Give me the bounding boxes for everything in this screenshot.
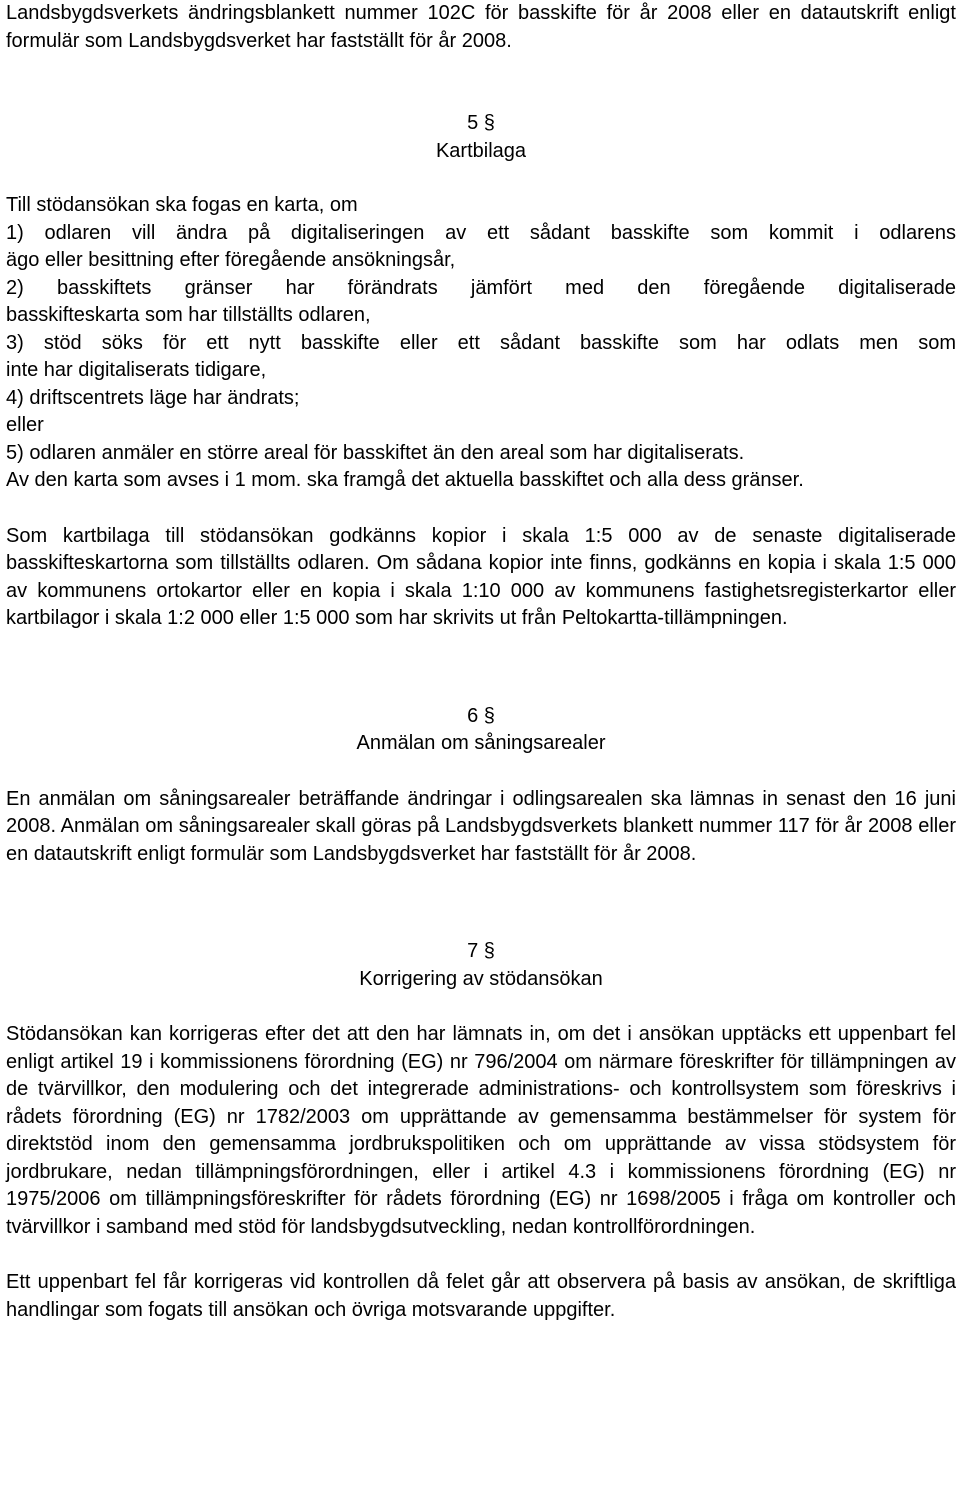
list-line: 3) stöd söks för ett nytt basskifte eller ett sådant basskifte som har odlats men som [6,331,956,354]
intro-paragraph: Landsbygdsverkets ändringsblankett nummer 102C för basskifte för år 2008 eller en datautskrift enligt formulär som Landsbygdsverket har fastställt för år 2008. [6,2,956,52]
list-line: 2) basskiftets gränser har förändrats jämfört med den föregående digitaliserade [6,276,956,299]
section-6-paragraph: En anmälan om såningsarealer beträffande ändringar i odlingsarealen ska lämnas in senast den 16 juni 2008. Anmälan om såningsarealer skall göras på Landsbygdsverkets blankett nummer 117 för år 2008 eller en datautskrift enligt formulär som Landsbygdsverket har fastställt för år 2008. [6,787,956,865]
section-title: Kartbilaga [435,139,527,162]
section-number [6,703,956,731]
section-5-lead: Till stödansökan ska fogas en karta, om [6,194,358,216]
section-number-value: 7 [467,940,479,962]
section-7-paragraph-1: Stödansökan kan korrigeras efter det att den har lämnats in, om det i ansökan upptäcks ett uppenbart fel enligt artikel 19 i kommissionens förordning (EG) nr 796/2004 om närmare föreskrifter för tillämpningen av de tvärvillkor, den modulering och det integrerade administrations- och kontrollsystem som föreskrivs i rådets förordning (EG) nr 1782/2003 om upprättande av gemensamma bestämmelser för system för direktstöd inom den gemensamma jordbrukspolitiken och om upprättande av vissa stödsystem för jordbrukare, nedan tillämpningsförordningen, eller i artikel 4.3 i kommissionens förordning (EG) nr 1975/2006 om tillämpningsföreskrifter för rådets förordning (EG) nr 1698/2005 i fråga om kontroller och tvärvillkor i samband med stöd för landsbygdsutveckling, nedan kontrollförordningen. [6,1023,956,1238]
list-line: inte har digitaliserats tidigare, [6,359,267,381]
list-line: basskifteskarta som har tillställts odlaren, [6,304,371,326]
section-7-paragraph-2: Ett uppenbart fel får korrigeras vid kontrollen då felet går att observera på basis av ansökan, de skriftliga handlingar som fogats till ansökan och övriga motsvarande uppgifter. [6,1271,956,1321]
section-5-paragraph-2: Som kartbilaga till stödansökan godkänns kopior i skala 1:5 000 av de senaste digitaliserade basskifteskartorna som tillställts odlaren. Om sådana kopior inte finns, godkänns en kopia i skala 1:5 000 av kommunens ortokartor eller en kopia i skala 1:10 000 av kommunens fastighetsregisterkartor eller kartbilagor i skala 1:2 000 eller 1:5 000 som har skrivits ut från Peltokartta-tillämpningen. [6,524,956,629]
list-line: 1) odlaren vill ändra på digitaliseringen av ett sådant basskifte som kommit i odlarens [6,221,956,244]
section-number-value: 5 [467,112,479,134]
section-5 [6,110,956,633]
section-symbol: § [483,940,495,962]
section-title: Korrigering av stödansökan [359,967,603,990]
section-5-closing: Av den karta som avses i 1 mom. ska framgå det aktuella basskiftet och alla dess gränser. [6,469,804,491]
section-6 [6,703,956,869]
document-page [6,0,956,1324]
section-symbol: § [483,704,495,727]
list-line: 4) driftscentrets läge har ändrats; [6,386,300,409]
section-symbol: § [483,112,495,134]
section-number-value: 6 [467,704,479,727]
list-line: 5) odlaren anmäler en större areal för basskiftet än den areal som har digitaliserats. [6,441,745,464]
section-title: Anmälan om såningsarealer [356,732,606,754]
section-7 [6,938,956,1324]
list-line: ägo eller besittning efter föregående ansökningsår, [6,249,456,271]
section-number [6,938,956,966]
condition-list [6,220,956,468]
section-number [6,110,956,138]
list-line: eller [6,414,44,436]
